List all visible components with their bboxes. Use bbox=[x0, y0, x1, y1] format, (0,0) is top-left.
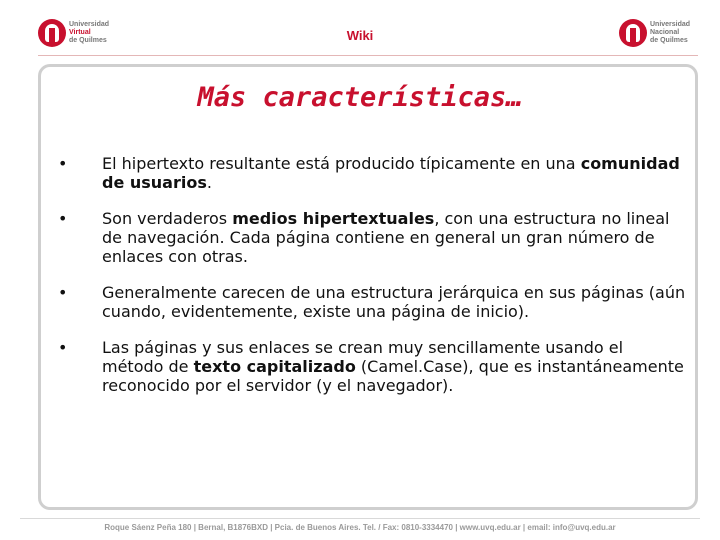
logo-left-line1: Universidad bbox=[69, 21, 110, 28]
bullet-text: El hipertexto resultante está producido típicamente en una bbox=[102, 154, 581, 173]
logo-right-line1: Universidad bbox=[650, 21, 691, 28]
bullet-text: Son verdaderos bbox=[102, 209, 233, 228]
bullet-marker: • bbox=[58, 154, 68, 173]
bullet-item bbox=[58, 283, 686, 321]
bullet-marker: • bbox=[58, 283, 68, 302]
header-divider bbox=[38, 55, 698, 56]
footer-contact: Roque Sáenz Peña 180 | Bernal, B1876BXD | Pcia. de Buenos Aires. Tel. / Fax: 0810-3334470 | www.uvq.edu.ar | email: info@uvq.edu.ar bbox=[104, 523, 616, 532]
logo-right-line2: Nacional bbox=[650, 29, 680, 36]
bullet-marker: • bbox=[58, 209, 68, 228]
bullet-item bbox=[58, 154, 686, 192]
bullet-text: (Camel.Case), que es instantáneamente reconocido por el servidor (y el navegador). bbox=[102, 357, 684, 395]
bullet-text: Las páginas y sus enlaces se crean muy sencillamente usando el método de bbox=[102, 338, 624, 376]
logo-left-line2: Virtual bbox=[69, 29, 91, 36]
bullet-list bbox=[58, 154, 686, 412]
bullet-item bbox=[58, 338, 686, 395]
logo-right-line3: de Quilmes bbox=[650, 37, 688, 44]
footer-divider bbox=[20, 518, 700, 519]
logo-right-text bbox=[650, 21, 690, 45]
bullet-bold-text: texto capitalizado bbox=[193, 357, 356, 376]
logo-universidad-nacional-quilmes bbox=[619, 19, 690, 47]
logo-left-line3: de Quilmes bbox=[69, 37, 107, 44]
unq-logo-icon bbox=[619, 19, 647, 47]
slide-title: Más características… bbox=[197, 82, 523, 113]
bullet-bold-text: medios hipertextuales bbox=[232, 209, 435, 228]
bullet-bold-text: comunidad de usuarios bbox=[102, 154, 680, 192]
bullet-text: , con una estructura no lineal de navegación. Cada página contiene en general un gran número de enlaces con otras. bbox=[102, 209, 670, 266]
bullet-text: . bbox=[206, 173, 212, 192]
bullet-item bbox=[58, 209, 686, 266]
header-title: Wiki bbox=[346, 28, 374, 43]
bullet-text: Generalmente carecen de una estructura jerárquica en sus páginas (aún cuando, evidentemente, existe una página de inicio). bbox=[102, 283, 686, 321]
bullet-marker: • bbox=[58, 338, 68, 357]
